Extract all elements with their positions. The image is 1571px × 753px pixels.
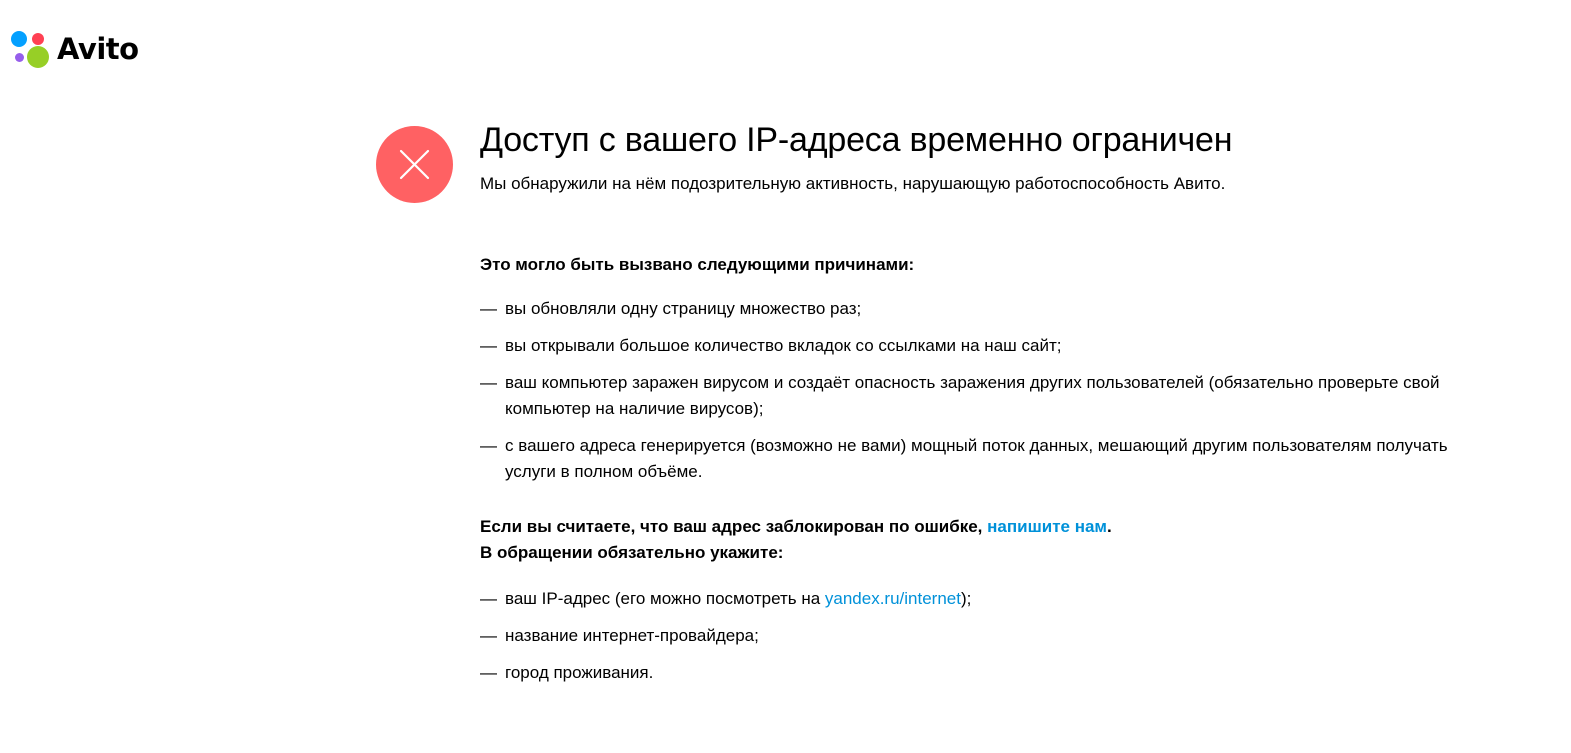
detail-text: город проживания.	[505, 663, 654, 682]
reason-text: вы открывали большое количество вкладок со ссылками на наш сайт;	[505, 336, 1062, 355]
list-item	[480, 433, 1480, 485]
reasons-list	[480, 296, 1480, 485]
list-item	[480, 296, 1480, 322]
reason-text: вы обновляли одну страницу множество раз;	[505, 299, 862, 318]
yandex-internet-link[interactable]: yandex.ru/internet	[824, 589, 961, 608]
list-dash: —	[480, 436, 497, 455]
page-subtitle: Мы обнаружили на нём подозрительную активность, нарушающую работоспособность Авито.	[480, 174, 1226, 193]
logo-dot-red	[32, 33, 44, 45]
main-content	[480, 118, 1480, 697]
detail-ip-prefix: ваш IP-адрес (его можно посмотреть на	[505, 589, 825, 608]
reason-text: ваш компьютер заражен вирусом и создаёт опасность заражения других пользователей (обязательно проверьте свой компьютер на наличие вирусов);	[505, 373, 1440, 418]
list-dash: —	[480, 299, 497, 318]
avito-logo-link[interactable]	[11, 29, 139, 69]
close-icon	[376, 126, 453, 203]
reason-text: с вашего адреса генерируется (возможно не вами) мощный поток данных, мешающий другим пользователям получать услуги в полном объёме.	[505, 436, 1448, 481]
contact-line-1	[480, 514, 1480, 540]
contact-line-1-text: Если вы считаете, что ваш адрес заблокирован по ошибке,	[480, 517, 988, 536]
list-dash: —	[480, 626, 497, 645]
list-dash: —	[480, 663, 497, 682]
list-dash: —	[480, 373, 497, 392]
detail-ip-suffix: );	[960, 589, 972, 608]
contact-line-2: В обращении обязательно укажите:	[480, 543, 784, 562]
contact-block	[480, 514, 1480, 566]
logo-dot-green	[27, 46, 49, 68]
logo-dot-purple	[15, 53, 24, 62]
page-title: Доступ с вашего IP-адреса временно ограничен	[480, 121, 1233, 159]
list-dash: —	[480, 336, 497, 355]
reasons-heading: Это могло быть вызвано следующими причинами:	[480, 255, 915, 274]
list-item	[480, 586, 1480, 612]
details-list	[480, 586, 1480, 686]
contact-line-1-suffix: .	[1107, 517, 1112, 536]
list-item	[480, 623, 1480, 649]
list-item	[480, 370, 1480, 422]
detail-text	[505, 589, 971, 608]
logo-text: Avito	[57, 32, 139, 66]
detail-text: название интернет-провайдера;	[505, 626, 759, 645]
avito-logo-icon	[11, 29, 51, 69]
list-item	[480, 660, 1480, 686]
list-item	[480, 333, 1480, 359]
error-circle	[376, 126, 453, 203]
write-to-us-link[interactable]: напишите нам	[987, 517, 1108, 536]
list-dash: —	[480, 589, 497, 608]
logo-dot-blue	[11, 31, 27, 47]
